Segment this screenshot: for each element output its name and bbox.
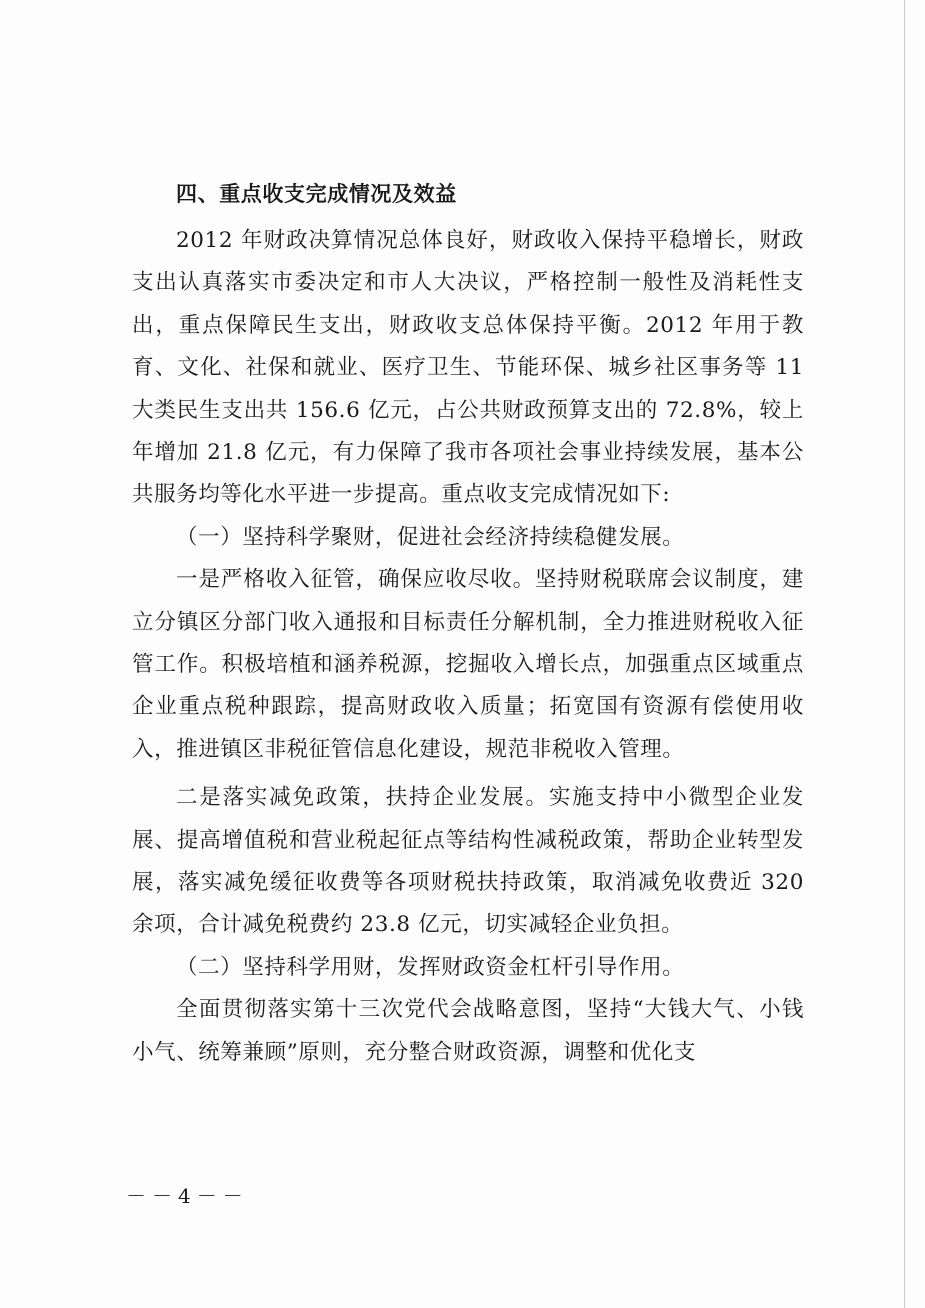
page-edge-line xyxy=(904,0,905,1308)
document-body xyxy=(132,168,804,1074)
paragraph-collection-management: 一是严格收入征管，确保应收尽收。坚持财税联席会议制度，建立分镇区分部门收入通报和目标责任分解机制，全力推进财税收入征管工作。积极培植和涵养税源，挖掘收入增长点，加强重点区域重点企业重点税种跟踪，提高财政收入质量；拓宽国有资源有偿使用收入，推进镇区非税征管信息化建设，规范非税收入管理。 xyxy=(132,567,804,762)
paragraph-tax-relief: 二是落实减免政策，扶持企业发展。实施支持中小微型企业发展、提高增值税和营业税起征点等结构性减税政策，帮助企业转型发展，落实减免缓征收费等各项财税扶持政策，取消减免收费近 320 余项，合计减免税费约 23.8 亿元，切实减轻企业负担。 xyxy=(132,785,804,938)
page-number: －－4－－ xyxy=(126,1184,249,1208)
subsection-heading-1: （一）坚持科学聚财，促进社会经济持续稳健发展。 xyxy=(176,524,685,550)
section-heading: 四、重点收支完成情况及效益 xyxy=(176,182,457,206)
paragraph-spending-principles: 全面贯彻落实第十三次党代会战略意图，坚持“大钱大气、小钱小气、统筹兼顾”原则，充分整合财政资源，调整和优化支 xyxy=(132,997,804,1065)
subsection-heading-2: （二）坚持科学用财，发挥财政资金杠杆引导作用。 xyxy=(176,954,685,980)
intro-paragraph: 2012 年财政决算情况总体良好，财政收入保持平稳增长，财政支出认真落实市委决定和市人大决议，严格控制一般性及消耗性支出，重点保障民生支出，财政收支总体保持平衡。2012 年用于教育、文化、社保和就业、医疗卫生、节能环保、城乡社区事务等 11 大类民生支出共 156.6 亿元，占公共财政预算支出的 72.8%，较上年增加 21.8 亿元，有力保障了我市各项社会事业持续发展，基本公共服务均等化水平进一步提高。重点收支完成情况如下: xyxy=(132,228,804,508)
